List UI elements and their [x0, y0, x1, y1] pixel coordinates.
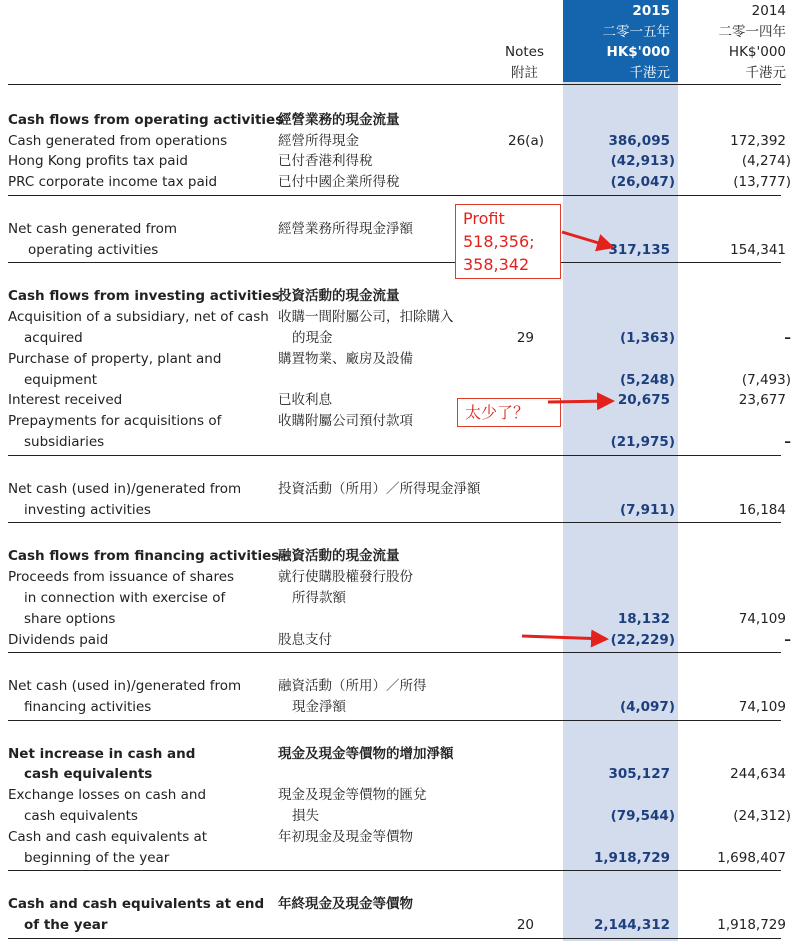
annotation-profit-line1: Profit	[463, 209, 505, 228]
section-title-operating: Cash flows from operating activities	[8, 112, 284, 128]
section-title-financing: Cash flows from financing activities	[8, 548, 280, 564]
row-label: Net cash (used in)/generated from	[8, 481, 242, 497]
row-label-zh: 現金及現金等價物的增加淨額	[278, 746, 454, 762]
value-2014: (7,493)	[741, 372, 791, 388]
row-label-zh: 已收利息	[278, 392, 332, 408]
row-label-cont: beginning of the year	[24, 850, 170, 866]
row-label: Net cash generated from	[8, 221, 178, 237]
value-2014: 244,634	[730, 766, 786, 782]
row-label-bold-cont: cash equivalents	[24, 766, 153, 782]
value-2014: 23,677	[738, 392, 786, 408]
row-label-bold-cont: of the year	[24, 917, 108, 933]
value-2015: 386,095	[608, 133, 670, 149]
value-2014: 74,109	[738, 611, 786, 627]
value-2014: 154,341	[730, 242, 786, 258]
value-2015: (42,913)	[610, 153, 675, 169]
row-label-cont: share options	[24, 611, 116, 627]
value-2015: (79,544)	[610, 808, 675, 824]
row-label-zh: 現金及現金等價物的匯兌	[278, 787, 427, 803]
row-label-zh: 年初現金及現金等價物	[278, 829, 413, 845]
row-label: Acquisition of a subsidiary, net of cash	[8, 309, 269, 325]
value-2015: 18,132	[617, 611, 670, 627]
row-label-cont: equipment	[24, 372, 98, 388]
value-2015: (7,911)	[619, 502, 675, 518]
value-2014: (13,777)	[733, 174, 791, 190]
arrow-to-net-operating	[562, 232, 612, 247]
annotation-too-little-text: 太少了？	[465, 403, 530, 422]
section-title-investing: Cash flows from investing activities	[8, 288, 280, 304]
value-2014: 1,698,407	[717, 850, 786, 866]
row-label-cont: subsidiaries	[24, 434, 105, 450]
row-label-bold: Net increase in cash and	[8, 746, 196, 762]
row-label-zh-cont: 現金淨額	[292, 699, 346, 715]
row-label-zh: 已付中國企業所得稅	[278, 174, 400, 190]
row-label-cont: acquired	[24, 330, 83, 346]
annotation-profit-line3: 358,342	[463, 255, 530, 274]
value-2015: (5,248)	[619, 372, 675, 388]
unit-2014-zh: 千港元	[745, 65, 786, 81]
unit-2015: HK$'000	[606, 44, 670, 60]
row-label-zh: 經營所得現金	[278, 133, 359, 149]
notes-header: Notes	[505, 44, 544, 60]
row-label-cont: operating activities	[28, 242, 159, 258]
value-2015: 20,675	[617, 392, 670, 408]
value-2014: –	[784, 330, 791, 346]
value-2014: 16,184	[738, 502, 786, 518]
row-label: Interest received	[8, 392, 123, 408]
value-2014: –	[784, 434, 791, 450]
note-ref: 20	[516, 917, 534, 933]
year-2015-zh: 二零一五年	[602, 24, 670, 40]
row-label-bold: Cash and cash equivalents at end	[8, 896, 265, 912]
value-2015: (26,047)	[610, 174, 675, 190]
row-label: Hong Kong profits tax paid	[8, 153, 188, 169]
value-2015: (21,975)	[610, 434, 675, 450]
value-2014: (24,312)	[733, 808, 791, 824]
row-label-zh: 融資活動（所用）／所得	[278, 678, 427, 694]
row-label-zh-cont: 損失	[292, 808, 319, 824]
value-2014: 1,918,729	[717, 917, 786, 933]
year-2015: 2015	[632, 3, 670, 19]
row-label: Cash and cash equivalents at	[8, 829, 208, 845]
row-label-zh: 股息支付	[278, 632, 332, 648]
row-label: Prepayments for acquisitions of	[8, 413, 222, 429]
value-2014: 74,109	[738, 699, 786, 715]
row-label-cont: investing activities	[24, 502, 151, 518]
row-label-zh: 購置物業、廠房及設備	[278, 351, 413, 367]
unit-2014: HK$'000	[728, 44, 786, 60]
row-label-zh: 收購一間附屬公司，扣除購入	[278, 309, 454, 325]
row-label-cont: cash equivalents	[24, 808, 138, 824]
row-label-cont: in connection with exercise of	[24, 590, 226, 606]
value-2015: 2,144,312	[593, 917, 670, 933]
row-label: Cash generated from operations	[8, 133, 228, 149]
row-label-zh: 已付香港利得稅	[278, 153, 373, 169]
row-label-zh-cont: 所得款額	[292, 590, 346, 606]
year-2014: 2014	[751, 3, 786, 19]
note-ref: 26(a)	[508, 133, 544, 149]
annotation-profit-line2: 518,356;	[463, 232, 535, 251]
year-2014-zh: 二零一四年	[718, 24, 786, 40]
section-title-financing-zh: 融資活動的現金流量	[278, 548, 400, 564]
value-2015: (1,363)	[619, 330, 675, 346]
row-label-zh: 收購附屬公司預付款項	[278, 413, 413, 429]
value-2015: (22,229)	[610, 632, 675, 648]
arrow-to-interest	[548, 401, 612, 402]
notes-header-zh: 附註	[511, 65, 538, 81]
row-label: PRC corporate income tax paid	[8, 174, 218, 190]
value-2014: (4,274)	[741, 153, 791, 169]
value-2015: 1,918,729	[593, 850, 670, 866]
value-2014: –	[784, 632, 791, 648]
row-label: Dividends paid	[8, 632, 109, 648]
row-label: Exchange losses on cash and	[8, 787, 207, 803]
row-label-zh: 投資活動（所用）／所得現金淨額	[278, 481, 481, 497]
row-label: Proceeds from issuance of shares	[8, 569, 235, 585]
note-ref: 29	[516, 330, 534, 346]
value-2015: (4,097)	[619, 699, 675, 715]
section-title-investing-zh: 投資活動的現金流量	[278, 288, 400, 304]
arrow-to-dividends	[522, 636, 606, 639]
value-2014: 172,392	[730, 133, 786, 149]
row-label-zh: 年終現金及現金等價物	[278, 896, 413, 912]
row-label: Net cash (used in)/generated from	[8, 678, 242, 694]
row-label-zh: 經營業務所得現金淨額	[278, 221, 413, 237]
value-2015: 305,127	[608, 766, 670, 782]
section-title-operating-zh: 經營業務的現金流量	[278, 112, 400, 128]
value-2015: 317,135	[608, 242, 670, 258]
row-label-zh: 就行使購股權發行股份	[278, 569, 413, 585]
unit-2015-zh: 千港元	[629, 65, 670, 81]
row-label-cont: financing activities	[24, 699, 152, 715]
row-label-zh-cont: 的現金	[292, 330, 333, 346]
row-label: Purchase of property, plant and	[8, 351, 222, 367]
